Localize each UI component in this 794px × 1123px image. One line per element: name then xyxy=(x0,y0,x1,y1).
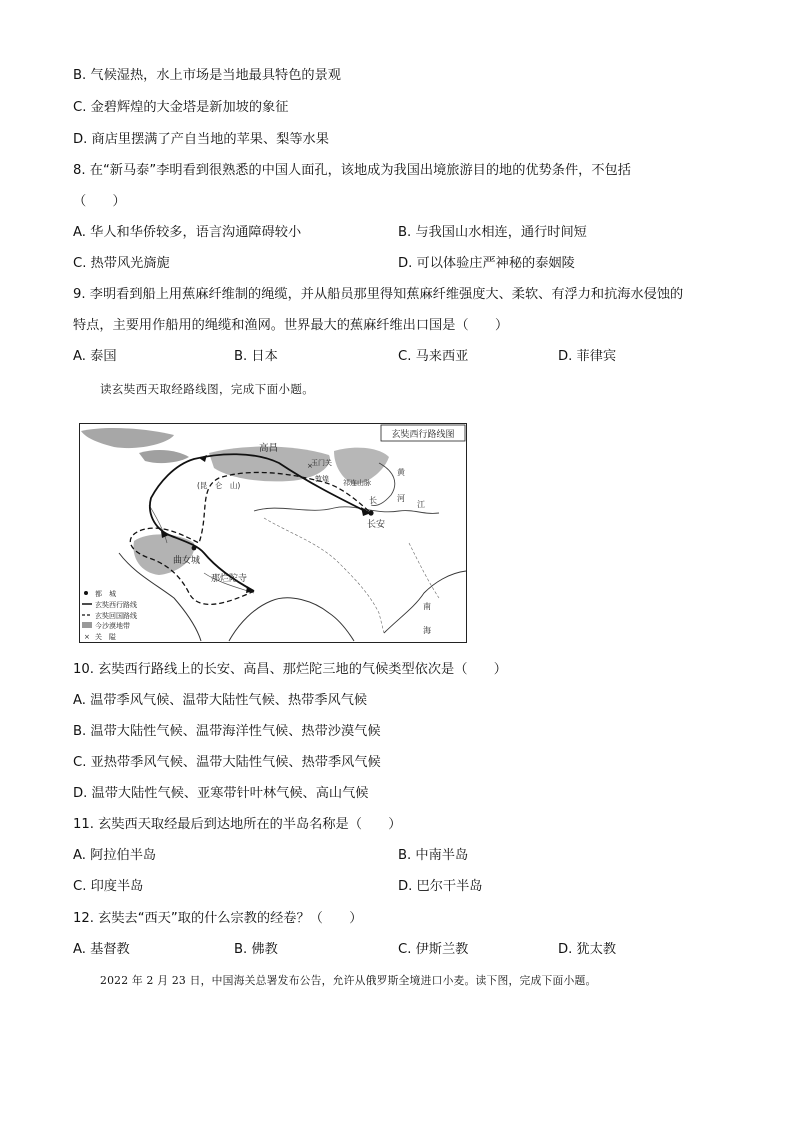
q9-option-d: D. 菲律宾 xyxy=(558,349,617,364)
q7-option-d: D. 商店里摆满了产自当地的苹果、梨等水果 xyxy=(73,132,329,147)
q12-option-a: A. 基督教 xyxy=(73,942,130,957)
intro-wheat: 2022 年 2 月 23 日，中国海关总署发布公告，允许从俄罗斯全境进口小麦。读下图，完成下面小题。 xyxy=(100,974,597,987)
q9-stem-line1: 9. 李明看到船上用蕉麻纤维制的绳缆，并从船员那里得知蕉麻纤维强度大、柔软、有浮力和抗海水侵蚀的 xyxy=(73,287,684,302)
legend-west-route: 玄奘西行路线 xyxy=(95,601,137,609)
q11-option-c: C. 印度半岛 xyxy=(73,879,144,894)
capital-marker-changan xyxy=(368,510,373,515)
legend-capital-symbol xyxy=(84,591,88,595)
label-changjiang-1: 长 xyxy=(369,496,377,505)
q9-option-b: B. 日本 xyxy=(234,349,278,364)
q11-option-b: B. 中南半岛 xyxy=(398,848,469,863)
legend-desert: 今沙漠地带 xyxy=(95,622,130,630)
legend-return-route: 玄奘回国路线 xyxy=(95,612,137,620)
legend-capital: 都 城 xyxy=(95,590,116,598)
label-yumen: 玉门关 xyxy=(311,459,332,467)
q9-option-c: C. 马来西亚 xyxy=(398,349,469,364)
label-dunhuang: 敦煌 xyxy=(315,475,329,483)
capital-marker-qunucheng xyxy=(192,546,197,551)
q9-stem-line2: 特点，主要用作船用的绳缆和渔网。世界最大的蕉麻纤维出口国是（ ） xyxy=(73,318,509,333)
q10-option-c: C. 亚热带季风气候、温带大陆性气候、热带季风气候 xyxy=(73,755,381,770)
label-huanghe-2: 河 xyxy=(397,494,405,503)
xuanzang-route-map xyxy=(79,423,467,643)
label-qilian: 祁连山脉 xyxy=(343,479,371,487)
label-gaochang: 高昌 xyxy=(259,443,279,454)
intro-xuanzang: 读玄奘西天取经路线图，完成下面小题。 xyxy=(100,382,315,396)
q11-option-a: A. 阿拉伯半岛 xyxy=(73,848,157,863)
q10-stem: 10. 玄奘西行路线上的长安、高昌、那烂陀三地的气候类型依次是（ ） xyxy=(73,662,507,677)
q7-option-b: B. 气候湿热，水上市场是当地最具特色的景观 xyxy=(73,68,341,83)
q11-stem: 11. 玄奘西天取经最后到达地所在的半岛名称是（ ） xyxy=(73,817,402,832)
q7-option-c: C. 金碧辉煌的大金塔是新加坡的象征 xyxy=(73,100,289,115)
q8-option-b: B. 与我国山水相连，通行时间短 xyxy=(398,225,587,240)
label-nanhai-1: 南 xyxy=(423,602,431,611)
legend-desert-symbol xyxy=(82,622,92,628)
q9-option-a: A. 泰国 xyxy=(73,349,117,364)
q8-option-c: C. 热带风光旖旎 xyxy=(73,256,170,271)
q11-option-d: D. 巴尔干半岛 xyxy=(398,879,483,894)
label-changjiang-2: 江 xyxy=(417,500,425,509)
q8-stem: 8. 在“新马泰”李明看到很熟悉的中国人面孔，该地成为我国出境旅游目的地的优势条件，不包括 xyxy=(73,163,631,178)
q10-option-b: B. 温带大陆性气候、温带海洋性气候、热带沙漠气候 xyxy=(73,724,381,739)
map-title: 玄奘西行路线图 xyxy=(391,430,455,440)
q12-stem: 12. 玄奘去“西天”取的什么宗教的经卷？（ ） xyxy=(73,911,363,926)
label-changan: 长安 xyxy=(367,520,386,530)
q12-option-b: B. 佛教 xyxy=(234,942,278,957)
q12-option-c: C. 伊斯兰教 xyxy=(398,942,469,957)
legend-pass: 关 隘 xyxy=(95,633,116,641)
q8-blank: （ ） xyxy=(73,194,126,209)
q8-option-a: A. 华人和华侨较多，语言沟通障碍较小 xyxy=(73,225,302,240)
legend-pass-symbol: × xyxy=(84,633,90,641)
q10-option-a: A. 温带季风气候、温带大陆性气候、热带季风气候 xyxy=(73,693,368,708)
label-nanhai-2: 海 xyxy=(423,626,431,635)
q12-option-d: D. 犹太教 xyxy=(558,942,617,957)
pass-marker: × xyxy=(307,462,313,470)
label-qunucheng: 曲女城 xyxy=(173,556,201,566)
q8-option-d: D. 可以体验庄严神秘的泰姻陵 xyxy=(398,256,575,271)
label-huanghe-1: 黄 xyxy=(397,468,405,477)
label-nalanda: 那烂陀寺 xyxy=(211,574,248,584)
q10-option-d: D. 温带大陆性气候、亚寒带针叶林气候、高山气候 xyxy=(73,786,369,801)
label-kunlun: (昆 仑 山) xyxy=(197,481,241,490)
